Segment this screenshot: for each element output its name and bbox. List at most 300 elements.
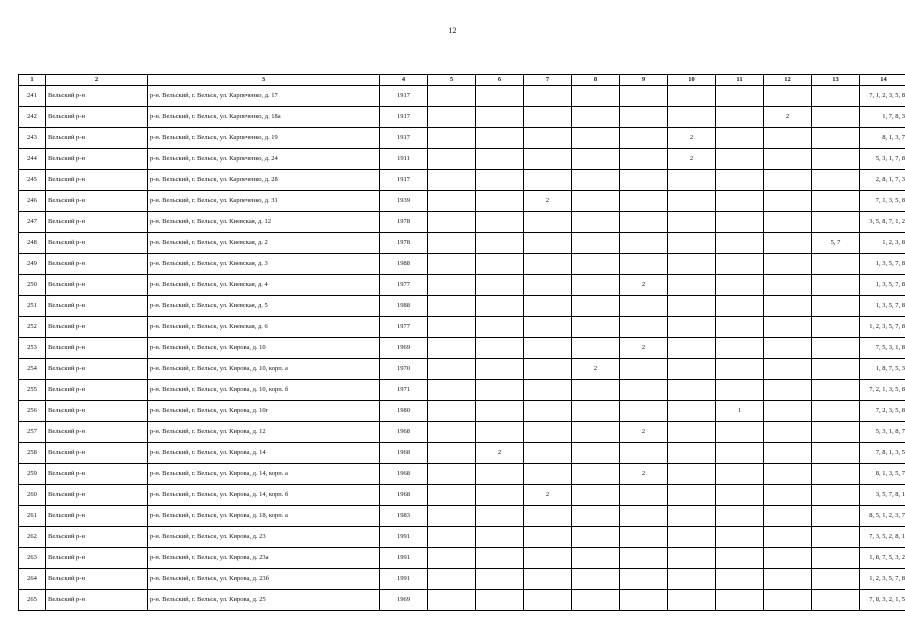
table-cell: [476, 170, 524, 191]
table-cell: 1988: [380, 254, 428, 275]
table-cell: [812, 359, 860, 380]
table-cell: р-н. Вельский, г. Вельск, ул. Киевская, д. 2: [148, 233, 380, 254]
table-cell: [764, 527, 812, 548]
table-cell: [572, 86, 620, 107]
table-cell: 3, 5, 7, 8, 1: [860, 485, 905, 506]
table-cell: 2: [620, 275, 668, 296]
table-cell: [572, 254, 620, 275]
table-cell: [476, 380, 524, 401]
table-cell: [620, 569, 668, 590]
table-cell: [620, 485, 668, 506]
table-cell: [428, 317, 476, 338]
table-cell: [812, 527, 860, 548]
table-cell: Вельский р-н: [46, 464, 148, 485]
table-header-row: [19, 75, 905, 86]
table-cell: [764, 569, 812, 590]
table-cell: [572, 380, 620, 401]
table-cell: [620, 380, 668, 401]
table-row: [19, 422, 905, 443]
table-cell: [812, 296, 860, 317]
table-cell: [476, 527, 524, 548]
table-cell: 1978: [380, 212, 428, 233]
table-row: [19, 275, 905, 296]
table-cell: р-н. Вельский, г. Вельск, ул. Киевская, д. 6: [148, 317, 380, 338]
table-row: [19, 380, 905, 401]
table-cell: р-н. Вельский, г. Вельск, ул. Киевская, д. 5: [148, 296, 380, 317]
table-cell: 3, 5, 8, 7, 1, 2: [860, 212, 905, 233]
table-cell: Вельский р-н: [46, 380, 148, 401]
table-cell: 1, 7, 8, 3: [860, 107, 905, 128]
table-cell: [764, 485, 812, 506]
table-cell: [668, 548, 716, 569]
table-cell: [716, 548, 764, 569]
column-header: 3: [148, 75, 380, 86]
table-row: [19, 254, 905, 275]
column-header: 5: [428, 75, 476, 86]
table-cell: [476, 149, 524, 170]
table-cell: [668, 422, 716, 443]
table-cell: [764, 86, 812, 107]
table-cell: 265: [19, 590, 46, 611]
table-cell: [476, 359, 524, 380]
table-cell: [572, 212, 620, 233]
table-cell: [716, 149, 764, 170]
table-cell: 1, 3, 5, 7, 8: [860, 254, 905, 275]
table-row: [19, 359, 905, 380]
table-cell: Вельский р-н: [46, 86, 148, 107]
table-row: [19, 317, 905, 338]
table-cell: [476, 506, 524, 527]
table-cell: 7, 1, 2, 3, 5, 8: [860, 86, 905, 107]
table-cell: [716, 317, 764, 338]
table-cell: 251: [19, 296, 46, 317]
table-cell: 1968: [380, 485, 428, 506]
table-cell: [764, 590, 812, 611]
table-cell: [524, 443, 572, 464]
table-cell: 8, 1, 3, 7: [860, 128, 905, 149]
table-row: [19, 401, 905, 422]
table-cell: Вельский р-н: [46, 485, 148, 506]
table-cell: 2: [476, 443, 524, 464]
table-cell: [620, 590, 668, 611]
table-cell: [716, 464, 764, 485]
table-cell: р-н. Вельский, г. Вельск, ул. Карпеченко, д. 28: [148, 170, 380, 191]
table-cell: 8, 1, 3, 5, 7: [860, 464, 905, 485]
table-cell: [524, 317, 572, 338]
table-cell: [812, 212, 860, 233]
table-cell: Вельский р-н: [46, 548, 148, 569]
table-cell: [668, 506, 716, 527]
table-cell: [716, 86, 764, 107]
table-cell: [524, 590, 572, 611]
column-header: 4: [380, 75, 428, 86]
table-row: [19, 212, 905, 233]
table-cell: [428, 359, 476, 380]
table-cell: р-н. Вельский, г. Вельск, ул. Карпеченко, д. 18а: [148, 107, 380, 128]
table-row: [19, 464, 905, 485]
column-header: 2: [46, 75, 148, 86]
table-cell: [668, 443, 716, 464]
table-cell: [428, 401, 476, 422]
table-cell: 1, 2, 3, 8: [860, 233, 905, 254]
table-cell: [812, 254, 860, 275]
table-cell: [764, 254, 812, 275]
table-cell: [620, 506, 668, 527]
table-cell: [620, 149, 668, 170]
table-cell: [524, 170, 572, 191]
table-cell: [812, 590, 860, 611]
table-cell: [620, 317, 668, 338]
table-cell: Вельский р-н: [46, 212, 148, 233]
table-cell: [668, 380, 716, 401]
table-cell: 1968: [380, 422, 428, 443]
table-cell: [428, 170, 476, 191]
table-cell: 263: [19, 548, 46, 569]
column-header: 6: [476, 75, 524, 86]
table-cell: Вельский р-н: [46, 401, 148, 422]
table-cell: [716, 590, 764, 611]
table-cell: 256: [19, 401, 46, 422]
table-cell: [524, 464, 572, 485]
table-cell: [428, 464, 476, 485]
table-cell: [668, 296, 716, 317]
table-row: [19, 107, 905, 128]
table-cell: 1969: [380, 338, 428, 359]
table-row: [19, 485, 905, 506]
table-cell: [524, 380, 572, 401]
table-cell: Вельский р-н: [46, 569, 148, 590]
table-cell: [812, 149, 860, 170]
table-cell: 8, 5, 1, 2, 3, 7: [860, 506, 905, 527]
table-cell: 1969: [380, 590, 428, 611]
table-cell: 1, 3, 5, 7, 8: [860, 275, 905, 296]
table-cell: [668, 485, 716, 506]
table-cell: 1: [716, 401, 764, 422]
table-cell: р-н. Вельский, г. Вельск, ул. Кирова, д. 23б: [148, 569, 380, 590]
table-cell: 244: [19, 149, 46, 170]
table-cell: [572, 275, 620, 296]
table-cell: 7, 2, 3, 5, 8: [860, 401, 905, 422]
table-cell: 1978: [380, 233, 428, 254]
table-cell: [476, 233, 524, 254]
column-header: 10: [668, 75, 716, 86]
table-cell: р-н. Вельский, г. Вельск, ул. Кирова, д. 12: [148, 422, 380, 443]
table-cell: [428, 527, 476, 548]
table-cell: [428, 128, 476, 149]
table-cell: [428, 107, 476, 128]
column-header: 1: [19, 75, 46, 86]
table-cell: [716, 212, 764, 233]
table-cell: [716, 359, 764, 380]
table-cell: [668, 590, 716, 611]
table-cell: [764, 149, 812, 170]
table-cell: [668, 86, 716, 107]
table-cell: [716, 506, 764, 527]
table-cell: [524, 107, 572, 128]
table-cell: [620, 548, 668, 569]
table-cell: 5, 7: [812, 233, 860, 254]
table-cell: [764, 464, 812, 485]
table-cell: [428, 485, 476, 506]
table-cell: р-н. Вельский, г. Вельск, ул. Карпеченко, д. 19: [148, 128, 380, 149]
table-cell: 242: [19, 107, 46, 128]
table-row: [19, 86, 905, 107]
table-cell: [428, 338, 476, 359]
table-cell: [476, 212, 524, 233]
column-header: 8: [572, 75, 620, 86]
table-cell: [428, 506, 476, 527]
table-cell: [572, 296, 620, 317]
table-cell: [572, 191, 620, 212]
table-cell: р-н. Вельский, г. Вельск, ул. Кирова, д. 10: [148, 338, 380, 359]
table-cell: [668, 464, 716, 485]
table-cell: Вельский р-н: [46, 149, 148, 170]
table-cell: [812, 128, 860, 149]
table-cell: [716, 380, 764, 401]
table-cell: Вельский р-н: [46, 443, 148, 464]
table-row: [19, 569, 905, 590]
table-cell: [668, 527, 716, 548]
table-cell: р-н. Вельский, г. Вельск, ул. Карпеченко, д. 17: [148, 86, 380, 107]
table-cell: [620, 401, 668, 422]
table-cell: [572, 338, 620, 359]
table-cell: [428, 149, 476, 170]
table-cell: Вельский р-н: [46, 233, 148, 254]
table-cell: [812, 275, 860, 296]
table-cell: [764, 506, 812, 527]
table-cell: [476, 128, 524, 149]
table-cell: [524, 86, 572, 107]
table-cell: 2: [764, 107, 812, 128]
table-cell: [572, 317, 620, 338]
table-cell: [428, 548, 476, 569]
table-cell: [812, 569, 860, 590]
table-cell: 7, 8, 1, 3, 5: [860, 443, 905, 464]
table-cell: 2: [620, 338, 668, 359]
table-cell: [428, 296, 476, 317]
table-cell: [476, 401, 524, 422]
table-cell: [428, 590, 476, 611]
table-cell: [764, 212, 812, 233]
table-cell: [716, 569, 764, 590]
table-cell: [572, 548, 620, 569]
table-row: [19, 128, 905, 149]
page-number: 12: [448, 26, 457, 35]
table-cell: 1, 2, 3, 5, 7, 8: [860, 569, 905, 590]
table-cell: [620, 107, 668, 128]
table-cell: [764, 128, 812, 149]
table-cell: 253: [19, 338, 46, 359]
table-cell: 255: [19, 380, 46, 401]
table-cell: [812, 338, 860, 359]
table-cell: р-н. Вельский, г. Вельск, ул. Карпеченко, д. 24: [148, 149, 380, 170]
table-cell: 241: [19, 86, 46, 107]
table-cell: [620, 86, 668, 107]
table-cell: р-н. Вельский, г. Вельск, ул. Карпеченко, д. 31: [148, 191, 380, 212]
table-cell: [764, 359, 812, 380]
table-cell: 1977: [380, 275, 428, 296]
table-cell: 1911: [380, 149, 428, 170]
table-cell: 1968: [380, 443, 428, 464]
table-cell: 259: [19, 464, 46, 485]
table-cell: [572, 128, 620, 149]
table-cell: [428, 191, 476, 212]
table-cell: 243: [19, 128, 46, 149]
table-cell: [620, 191, 668, 212]
table-cell: [716, 296, 764, 317]
table-cell: Вельский р-н: [46, 317, 148, 338]
table-cell: р-н. Вельский, г. Вельск, ул. Кирова, д. 23а: [148, 548, 380, 569]
table-cell: [572, 149, 620, 170]
table-cell: [620, 170, 668, 191]
table-cell: [812, 380, 860, 401]
table-cell: [764, 233, 812, 254]
column-header: 7: [524, 75, 572, 86]
table-cell: р-н. Вельский, г. Вельск, ул. Кирова, д. 18, корп. а: [148, 506, 380, 527]
table-cell: Вельский р-н: [46, 170, 148, 191]
table-cell: 1917: [380, 86, 428, 107]
table-cell: [476, 338, 524, 359]
table-cell: 2, 8, 1, 7, 3: [860, 170, 905, 191]
table-cell: [524, 548, 572, 569]
table-cell: 262: [19, 527, 46, 548]
table-cell: [668, 359, 716, 380]
table-cell: Вельский р-н: [46, 338, 148, 359]
table-cell: [572, 170, 620, 191]
table-cell: [476, 254, 524, 275]
table-cell: 250: [19, 275, 46, 296]
table-cell: [716, 191, 764, 212]
table-cell: [716, 443, 764, 464]
table-cell: 1, 3, 5, 7, 8: [860, 296, 905, 317]
table-cell: [620, 443, 668, 464]
table-cell: [524, 338, 572, 359]
table-cell: 264: [19, 569, 46, 590]
table-cell: [524, 128, 572, 149]
table-cell: [572, 233, 620, 254]
table-cell: [812, 107, 860, 128]
table-cell: Вельский р-н: [46, 506, 148, 527]
table-cell: [668, 107, 716, 128]
table-cell: [620, 254, 668, 275]
table-cell: [812, 443, 860, 464]
table-cell: [572, 590, 620, 611]
table-cell: [428, 422, 476, 443]
table-cell: 5, 3, 1, 8, 7: [860, 422, 905, 443]
table-cell: [428, 380, 476, 401]
table-cell: [716, 275, 764, 296]
table-cell: [524, 506, 572, 527]
column-header: 13: [812, 75, 860, 86]
table-cell: [476, 590, 524, 611]
table-row: [19, 170, 905, 191]
table-cell: [716, 233, 764, 254]
table-cell: р-н. Вельский, г. Вельск, ул. Киевская, д. 4: [148, 275, 380, 296]
table-cell: 245: [19, 170, 46, 191]
table-cell: [524, 212, 572, 233]
column-header: 11: [716, 75, 764, 86]
table-cell: [764, 380, 812, 401]
table-cell: [620, 359, 668, 380]
table-cell: [428, 569, 476, 590]
table-cell: [764, 170, 812, 191]
table-cell: 7, 8, 3, 2, 1, 5: [860, 590, 905, 611]
table-cell: [764, 443, 812, 464]
table-cell: [428, 275, 476, 296]
table-cell: [476, 86, 524, 107]
table-cell: Вельский р-н: [46, 128, 148, 149]
table-cell: 2: [620, 464, 668, 485]
table-cell: Вельский р-н: [46, 191, 148, 212]
table-cell: [476, 422, 524, 443]
data-table: [18, 74, 905, 611]
table-cell: 258: [19, 443, 46, 464]
table-cell: [764, 401, 812, 422]
table-cell: р-н. Вельский, г. Вельск, ул. Кирова, д. 10, корп. б: [148, 380, 380, 401]
table-row: [19, 506, 905, 527]
table-cell: 1991: [380, 548, 428, 569]
table-cell: [716, 527, 764, 548]
table-cell: [476, 464, 524, 485]
table-cell: 1991: [380, 527, 428, 548]
table-cell: [620, 296, 668, 317]
table-cell: [668, 191, 716, 212]
table-cell: 2: [668, 149, 716, 170]
table-cell: [572, 506, 620, 527]
table-cell: Вельский р-н: [46, 275, 148, 296]
table-cell: 249: [19, 254, 46, 275]
table-cell: р-н. Вельский, г. Вельск, ул. Кирова, д. 14: [148, 443, 380, 464]
table-cell: Вельский р-н: [46, 590, 148, 611]
table-cell: [668, 254, 716, 275]
table-cell: Вельский р-н: [46, 422, 148, 443]
table-cell: Вельский р-н: [46, 359, 148, 380]
table-row: [19, 443, 905, 464]
table-cell: [620, 527, 668, 548]
table-cell: р-н. Вельский, г. Вельск, ул. Кирова, д. 25: [148, 590, 380, 611]
table-row: [19, 191, 905, 212]
table-cell: р-н. Вельский, г. Вельск, ул. Кирова, д. 14, корп. а: [148, 464, 380, 485]
table-cell: [716, 170, 764, 191]
table-cell: [428, 86, 476, 107]
table-cell: [812, 464, 860, 485]
table-cell: [812, 485, 860, 506]
table-row: [19, 527, 905, 548]
table-cell: [668, 317, 716, 338]
table-body: [19, 86, 905, 611]
table-cell: [524, 275, 572, 296]
table-cell: [524, 527, 572, 548]
table-cell: р-н. Вельский, г. Вельск, ул. Кирова, д. 10г: [148, 401, 380, 422]
table-row: [19, 296, 905, 317]
table-cell: [764, 338, 812, 359]
table-cell: [812, 317, 860, 338]
table-cell: р-н. Вельский, г. Вельск, ул. Киевская, д. 3: [148, 254, 380, 275]
table-cell: [668, 233, 716, 254]
table-cell: 248: [19, 233, 46, 254]
table-cell: [764, 317, 812, 338]
table-cell: [572, 485, 620, 506]
table-cell: [524, 359, 572, 380]
table-cell: [524, 149, 572, 170]
table-cell: [476, 191, 524, 212]
table-cell: 246: [19, 191, 46, 212]
table-cell: [620, 128, 668, 149]
table-row: [19, 590, 905, 611]
table-cell: 1991: [380, 569, 428, 590]
table-cell: Вельский р-н: [46, 296, 148, 317]
table-cell: [572, 401, 620, 422]
